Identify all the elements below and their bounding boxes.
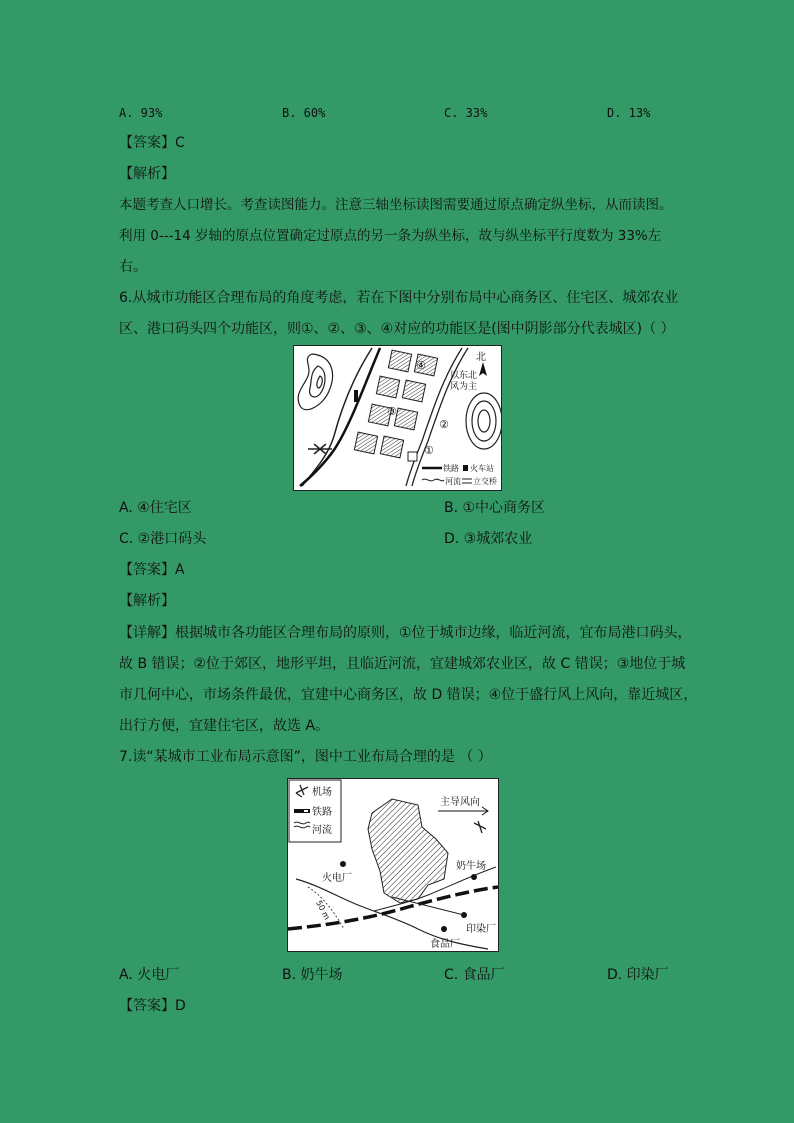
food-label: 食品厂: [430, 939, 460, 950]
q6-river: [302, 348, 372, 486]
wind-arrow-icon: [438, 807, 488, 815]
legend-rail: 铁路: [443, 464, 459, 473]
q6-bridge-icon: [308, 444, 332, 454]
contour-label: 50 m: [314, 899, 332, 922]
q5-analysis-line-2: 利用 0---14 岁轴的原点位置确定过原点的另一条为纵坐标，故与纵坐标平行度数为 33%左: [119, 228, 662, 244]
q6-analysis-title: 【解析】: [119, 593, 175, 609]
q6-stem-line-2: 区、港口码头四个功能区，则①、②、③、④对应的功能区是(图中阴影部分代表城区)（ ）: [119, 321, 675, 337]
city-area: [368, 799, 448, 903]
legend-railway: 铁路: [312, 807, 332, 818]
q5-option-c: C. 33%: [444, 106, 488, 120]
q7-option-c: C. 食品厂: [444, 967, 505, 983]
legend-bridge: 立交桥: [473, 477, 497, 486]
food-dot: [441, 926, 447, 932]
mark-3: ③: [387, 405, 397, 418]
power-dot: [340, 861, 346, 867]
north-arrow-icon: [479, 362, 487, 376]
q5-option-a: A. 93%: [119, 106, 163, 120]
legend-airport: 机场: [312, 787, 332, 798]
mark-4: ④: [416, 359, 426, 372]
q6-stem-line-1: 6.从城市功能区合理布局的角度考虑，若在下图中分别布局中心商务区、住宅区、城郊农业: [119, 290, 679, 306]
q7-industry-map: [287, 778, 499, 952]
q6-option-b: B. ①中心商务区: [444, 500, 546, 516]
q6-detail-line-4: 出行方便，宜建住宅区，故选 A。: [119, 718, 330, 734]
q6-option-d: D. ③城郊农业: [444, 531, 533, 547]
q7-option-b: B. 奶牛场: [282, 967, 343, 983]
q6-detail-line-3: 市几何中心，市场条件最优，宜建中心商务区，故 D 错误；④位于盛行风上风向，靠近城区，: [119, 687, 698, 703]
q5-answer: 【答案】C: [119, 135, 185, 151]
q5-analysis-line-1: 本题考查人口增长。考查读图能力。注意三轴坐标读图需要通过原点确定纵坐标，从而读图。: [119, 197, 673, 213]
wind-note-line-1: 以东北: [450, 371, 478, 381]
wind-note-line-2: 风为主: [450, 382, 478, 392]
dairy-label: 奶牛场: [456, 861, 486, 872]
legend-river: 河流: [312, 825, 332, 836]
legend-river: 河流: [445, 477, 461, 486]
legend-station: 火车站: [470, 464, 494, 473]
q5-analysis-title: 【解析】: [119, 166, 175, 182]
q5-option-d: D. 13%: [607, 106, 651, 120]
north-label: 北: [476, 352, 486, 363]
q6-detail-line-2: 故 B 错误；②位于郊区，地形平坦，且临近河流，宜建城郊农业区，故 C 错误；③地位于城: [119, 656, 686, 672]
q6-contours-right: [466, 393, 501, 449]
mark-1: ①: [424, 444, 434, 457]
q6-answer: 【答案】A: [119, 562, 185, 578]
mark-2: ②: [439, 418, 449, 431]
q6-contours-left: [298, 354, 332, 410]
q6-city-map: [293, 345, 502, 491]
q6-option-c: C. ②港口码头: [119, 531, 207, 547]
q7-stem: 7.读“某城市工业布局示意图”，图中工业布局合理的是 （ ）: [119, 749, 492, 765]
q6-detail-label: 【详解】: [119, 625, 175, 641]
q5-analysis-line-3: 右。: [119, 259, 147, 275]
q6-station: [354, 390, 358, 402]
q7-answer: 【答案】D: [119, 998, 186, 1014]
q6-option-a: A. ④住宅区: [119, 500, 192, 516]
dye-label: 印染厂: [466, 924, 496, 935]
q6-detail-text-1: 根据城市各功能区合理布局的原则，①位于城市边缘，临近河流，宜布局港口码头，: [175, 625, 692, 641]
q5-option-b: B. 60%: [282, 106, 326, 120]
q6-detail-line-1: [119, 624, 692, 642]
q7-option-d: D. 印染厂: [607, 967, 669, 983]
power-label: 火电厂: [322, 873, 352, 884]
dairy-dot: [471, 874, 477, 880]
wind-label: 主导风向: [440, 797, 480, 808]
q7-option-a: A. 火电厂: [119, 967, 180, 983]
